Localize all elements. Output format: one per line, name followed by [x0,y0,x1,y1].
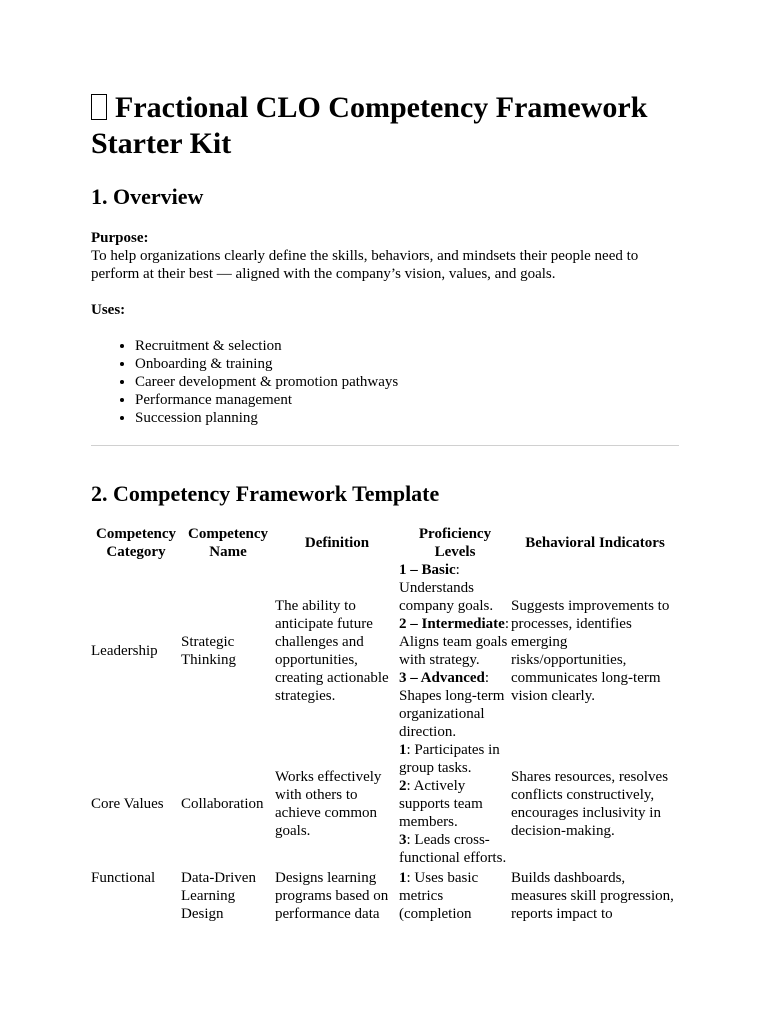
name-cell: Collaboration [181,796,264,812]
definition-cell: Designs learning programs based on performance data [275,870,389,922]
indicators-cell: Builds dashboards, measures skill progression, reports impact to [511,870,674,922]
levels-cell [399,867,511,923]
level-text: : Understands company goals. [399,562,494,614]
table-header-row [91,525,679,561]
level-label: 1 – Basic [399,562,456,578]
column-header: Competency Category [96,526,176,560]
levels-cell [399,741,511,867]
uses-label: Uses: [91,302,126,318]
list-item: • Onboarding & training [135,355,679,373]
indicators-cell: Suggests improvements to processes, identifies emerging risks/opportunities, communicates long-term vision clearly. [511,598,670,704]
name-cell: Data-Driven Learning Design [181,870,256,922]
level-text: : Leads cross-functional efforts. [399,832,507,866]
levels-cell [399,561,511,741]
level-text: : Participates in group tasks. [399,742,500,776]
category-cell: Core Values [91,796,164,812]
table-row [91,867,679,923]
uses-list [91,337,679,427]
level-text: : Actively supports team members. [399,778,483,830]
column-header: Competency Name [188,526,268,560]
definition-cell: Works effectively with others to achieve common goals. [275,769,382,839]
level-label: 3 – Advanced [399,670,485,686]
column-header: Behavioral Indicators [525,535,665,551]
section-divider [91,445,679,446]
column-header: Definition [304,535,370,551]
level-label: 2 – Intermediate [399,616,505,632]
level-label: 1 [399,742,407,758]
document-page [91,90,679,923]
list-item: • Performance management [135,391,679,409]
name-cell: Strategic Thinking [181,634,236,668]
indicators-cell: Shares resources, resolves conflicts constructively, encourages inclusivity in decision-making. [511,769,669,839]
category-cell: Functional [91,870,156,886]
list-item: • Career development & promotion pathways [135,373,679,391]
document-title: Fractional CLO Competency Framework Starter Kit [91,91,648,160]
missing-glyph-icon [91,94,107,120]
category-cell: Leadership [91,643,158,659]
competency-table [91,525,679,923]
level-label: 2 [399,778,407,794]
overview-heading: 1. Overview [91,184,204,209]
level-text: : Uses basic metrics (completion [399,870,479,922]
table-row [91,741,679,867]
purpose-text: To help organizations clearly define the skills, behaviors, and mindsets their people need to perform at their best — aligned with the company’s vision, values, and goals. [91,248,639,282]
list-item: • Recruitment & selection [135,337,679,355]
level-label: 1 [399,870,407,886]
list-item: • Succession planning [135,409,679,427]
level-label: 3 [399,832,407,848]
definition-cell: The ability to anticipate future challenges and opportunities, creating actionable strategies. [275,598,389,704]
column-header: Proficiency Levels [418,526,492,560]
purpose-label: Purpose: [91,230,149,246]
table-row [91,561,679,741]
level-text: : Aligns team goals with strategy. [399,616,509,668]
framework-heading: 2. Competency Framework Template [91,481,440,506]
level-text: : Shapes long-term organizational direction. [399,670,505,740]
